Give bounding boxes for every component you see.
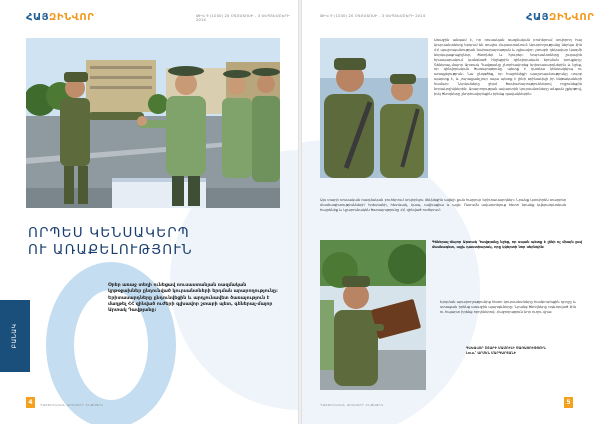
section-tab (0, 300, 30, 372)
photo-credit: ԳԼԽԱՎՈՐ ՇՏԱԲԻ ՄԱՄՈՒԼԻ ԾԱՌԱՅՈՒԹՅՈՒՆ Լուս.՝ ԱՐՄԵՆ ՄԱՐԳԱՐՅԱՆԻ (466, 346, 546, 355)
handshake-photo (26, 38, 280, 208)
soldiers-photo-image (320, 38, 428, 178)
page-number-left: 4 (26, 397, 35, 408)
article-title: ՈՐՊԵՍ ԿԵՆՍԱԿԵՐՊ ՈՒ ԱՌԱՔԵԼՈՒԹՅՈՒՆ (28, 225, 193, 259)
page-gutter (298, 0, 302, 424)
article-column: Առաջին անգամ է, որ ռուսական ռազմական բուհերում սովորող հայ կուրսանտները երդում են տալիս Հայաստանում: Արարողությանը ներկա էին ՀՀ պաշտպանության նախարարության և գլխավոր շտաբի ղեկավար կազմի ներկայացուցիչներ, ծնողներ և հյուրեր: Կուրսանտները շարային հրապարակում կանգնած հնչեցրին զինվորական երդման խոսքերը: Գեներալ-մայոր Արտակ Դավթյանը շնորհավորեց երիտասարդներին և նշեց, որ զինվորական ծառայությունը պետք է դառնա կենսակերպ ու առաքելություն: Նա ընդգծեց, որ հայրենիքի պաշտպանությունը սուրբ պարտք է, և յուրաքանչյուր սպա պետք է լինի օրինակելի իր ենթակաների համար: Ներկաները ջերմ ծափահարություններով ողջունեցին նորակոչիկներին: Արարողության ավարտին կուրսանտները անցան շքերթով, իսկ ծնողները շնորհավորեցին իրենց զավակներին: (434, 38, 582, 96)
page-number-right: 5 (564, 397, 573, 408)
magazine-logo: ՀԱՅԶԻՆՎՈՐ (26, 12, 95, 23)
caption-one: Այս տարի ռուսական ռազմական բուհերում սովորելու մեկնեցին ավելի քան հարյուր երիտասարդներ: Նրանք կսովորեն տարբեր մասնագիտությունների՝ հրետանի, հետևակ, կապ, ավիացիա և այլն: Ուսումն ավարտելուց հետո նրանք կվերադառնան հայրենիք և կշարունակեն ծառայությունը ՀՀ զինված ուժերում: (320, 198, 566, 212)
issue-line: ԹԻՎ 9 (1030) 20 ՕԳՈՍՏՈՍԻ - 3 ՍԵՊՏԵՄԲԵՐԻ 2014 (196, 14, 290, 22)
right-page (300, 0, 600, 424)
caption-two: Երդման արարողությունից հետո կուրսանտները համբուրեցին դրոշը և ստացան իրենց առաջին պարգևները: Նրանց ծնողները ոգևորված էին ու հպարտ իրենց որդիներով: Հաջողություն նոր ուղու վրա: (440, 300, 576, 314)
cadet-oath-photo (320, 240, 426, 390)
section-tab-label: ԲԱՆԱԿ (11, 323, 18, 349)
article-lead: Օրեր առաջ տեղի ունեցավ ռուսաստանյան ռազմական կրթօջախներ ընդունված կուրսանտների երդման արարողությունը: Երիտասարդները ընդունվեցին և արդյունավետ ծառայություն է մաղթել ՀՀ զինված ուժերի գլխավոր շտաբի պետ, գեներալ-մայոր Արտակ Դավթյանը: (108, 283, 278, 314)
soldiers-photo (320, 38, 428, 178)
magazine-logo-right: ՀԱՅԶԻՆՎՈՐ (526, 12, 595, 23)
cadet-oath-photo-image (320, 240, 426, 390)
footer-left: ՊԱՇՏՈՆԱԿԱՆ ԱՄՍԱԳԻՐ ԸՆԹԱՑԻԿ (40, 403, 104, 407)
issue-line-right: ԹԻՎ 9 (1030) 20 ՕԳՈՍՏՈՍԻ - 3 ՍԵՊՏԵՄԲԵՐԻ 2014 (320, 14, 426, 18)
handshake-photo-image (26, 38, 280, 208)
footer-right: ՊԱՇՏՈՆԱԿԱՆ ԱՄՍԱԳԻՐ ԸՆԹԱՑԻԿ (320, 403, 384, 407)
caption-quote: Գեներալ-մայոր Արտակ Դավթյանը նշեց, որ սպան պետք է լինի ոչ միայն լավ մասնագետ, այլև դաստիարակ, որը կկերտի նոր սերնդին: (432, 240, 582, 249)
